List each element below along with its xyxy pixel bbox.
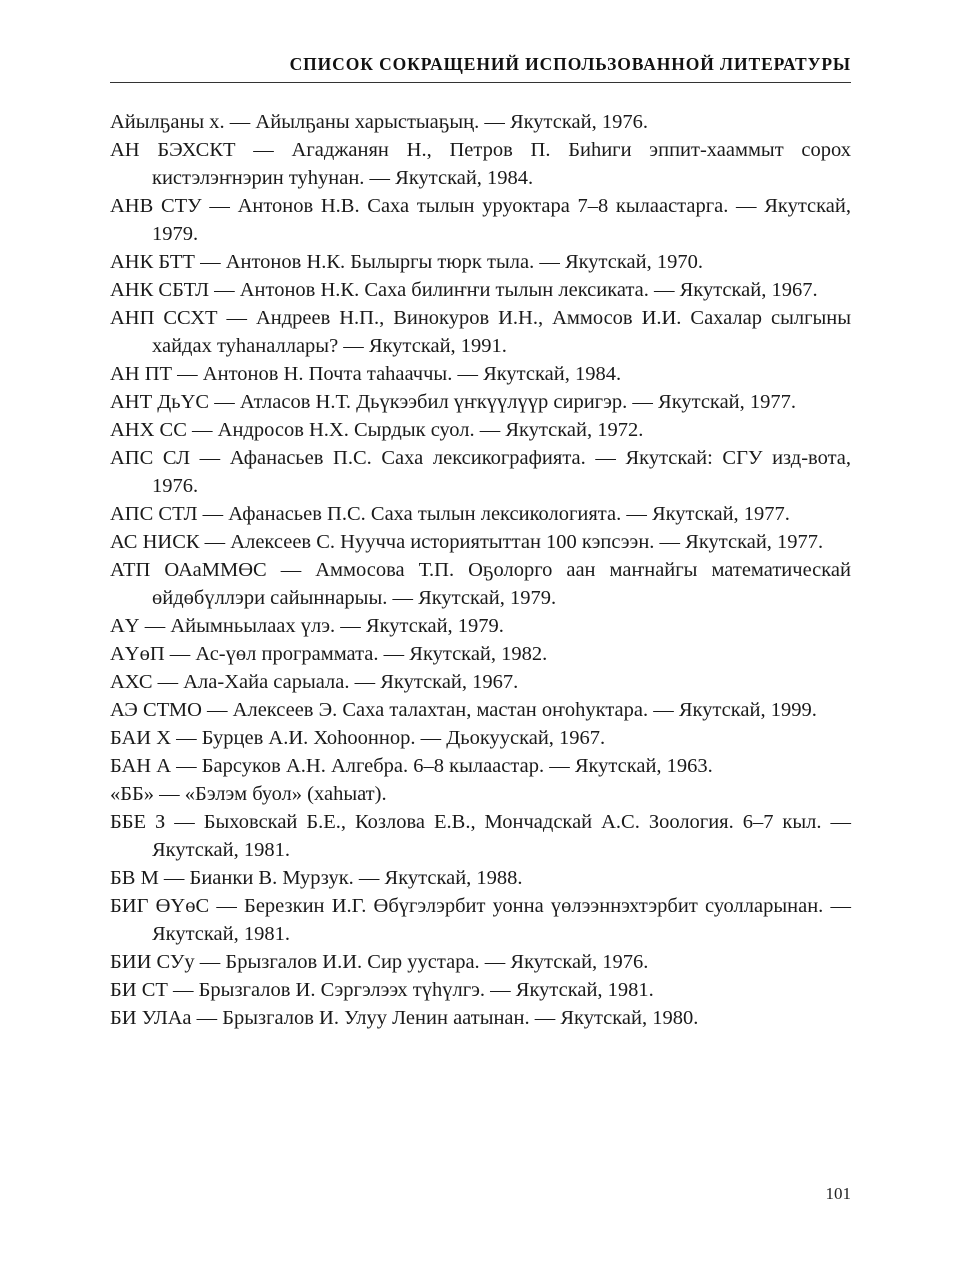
- abbreviation-entry: «ББ» — «Бэлэм буол» (хаһыат).: [110, 783, 387, 805]
- abbreviation-entry: АНК БТТ — Антонов Н.К. Былыргы тюрк тыла. — Якутскай, 1970.: [110, 251, 703, 273]
- abbreviation-entry: АНХ СС — Андросов Н.Х. Сырдык суол. — Якутскай, 1972.: [110, 419, 644, 441]
- abbreviation-entry: АС НИСК — Алексеев С. Нуучча историятыттан 100 кэпсээн. — Якутскай, 1977.: [110, 531, 824, 553]
- abbreviation-entry: БИ СТ — Брызгалов И. Сэргэлээх түһүлгэ. — Якутскай, 1981.: [110, 979, 654, 1001]
- abbreviation-entry: БАН А — Барсуков А.Н. Алгебра. 6–8 кылаастар. — Якутскай, 1963.: [110, 755, 713, 777]
- abbreviation-entry: ББЕ З — Быховскай Б.Е., Козлова Е.В., Мончадскай А.С. Зоология. 6–7 кыл. — Якутскай, 1981.: [110, 811, 851, 861]
- abbreviation-entry: АНВ СТУ — Антонов Н.В. Саха тылын уруоктара 7–8 кылаастарга. — Якутскай, 1979.: [110, 195, 851, 245]
- abbreviation-entry: АЭ СТМО — Алексеев Э. Саха талахтан, мастан оҥоһуктара. — Якутскай, 1999.: [110, 699, 817, 721]
- page-number: 101: [825, 1184, 851, 1203]
- abbreviation-entry: АН БЭХСКТ — Агаджанян Н., Петров П. Биһиги эппит-хааммыт сорох кистэлэҥнэрин туһунан. — Якутскай, 1984.: [110, 139, 851, 189]
- abbreviation-entry: Айылҕаны х. — Айылҕаны харыстыаҕың. — Якутскай, 1976.: [110, 111, 648, 133]
- abbreviation-entry: БАИ Х — Бурцев А.И. Хоһооннор. — Дьокуускай, 1967.: [110, 727, 606, 749]
- abbreviation-entry: АНТ ДьҮС — Атласов Н.Т. Дьүкээбил үҥкүүлүүр сиригэр. — Якутскай, 1977.: [110, 391, 797, 413]
- abbreviation-entry: АТП ОАаММӨС — Аммосова Т.П. Оҕолорго аан маҥнайгы математическай өйдөбүллэри сайыннарыы. — Якутскай, 1979.: [110, 559, 851, 609]
- running-head-title: СПИСОК СОКРАЩЕНИЙ ИСПОЛЬЗОВАННОЙ ЛИТЕРАТУРЫ: [289, 54, 851, 74]
- abbreviation-list: [110, 108, 851, 1032]
- abbreviation-entry: АҮ — Айымньылаах үлэ. — Якутскай, 1979.: [110, 615, 504, 637]
- abbreviation-entry: АХС — Ала-Хайа сарыала. — Якутскай, 1967.: [110, 671, 519, 693]
- abbreviation-entry: БИИ СУу — Брызгалов И.И. Сир уустара. — Якутскай, 1976.: [110, 951, 649, 973]
- abbreviation-entry: АНК СБТЛ — Антонов Н.К. Саха билиҥҥи тылын лексиката. — Якутскай, 1967.: [110, 279, 818, 301]
- abbreviation-entry: АПС СЛ — Афанасьев П.С. Саха лексикографията. — Якутскай: СГУ изд-вота, 1976.: [110, 447, 851, 497]
- abbreviation-entry: БВ М — Бианки В. Мурзук. — Якутскай, 1988.: [110, 867, 523, 889]
- abbreviation-entry: АПС СТЛ — Афанасьев П.С. Саха тылын лексикологията. — Якутскай, 1977.: [110, 503, 790, 525]
- abbreviation-entry: БИ УЛАа — Брызгалов И. Улуу Ленин аатынан. — Якутскай, 1980.: [110, 1007, 699, 1029]
- abbreviation-entry: АНП ССХТ — Андреев Н.П., Винокуров И.Н., Аммосов И.И. Сахалар сылгыны хайдах туһаналлары? — Якутскай, 1991.: [110, 307, 851, 357]
- abbreviation-entry: АҮөП — Ас-үөл программата. — Якутскай, 1982.: [110, 643, 548, 665]
- abbreviation-entry: АН ПТ — Антонов Н. Почта таһааччы. — Якутскай, 1984.: [110, 363, 622, 385]
- header-rule: [110, 82, 851, 83]
- abbreviation-entry: БИГ ӨҮөС — Березкин И.Г. Өбүгэлэрбит уонна үөлээннэхтэрбит суолларынан. — Якутскай, 1981.: [110, 895, 851, 945]
